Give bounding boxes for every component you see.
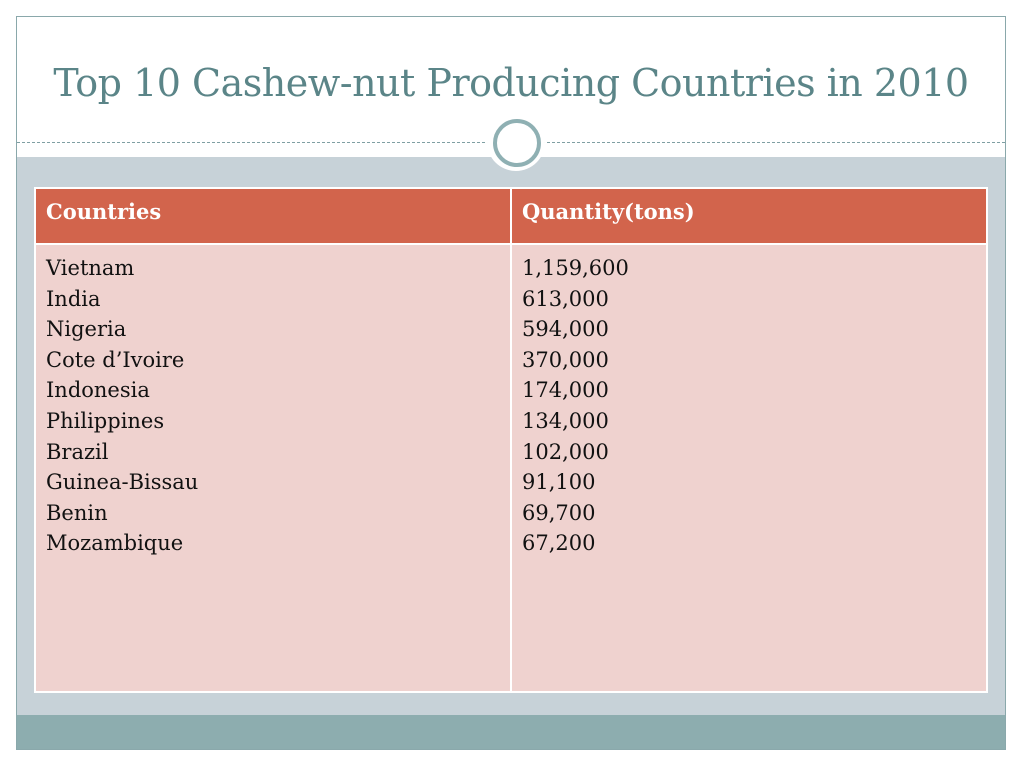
country-name: Vietnam: [46, 256, 135, 280]
quantity-value: 1,159,600: [522, 256, 629, 280]
quantity-value: 174,000: [522, 378, 609, 403]
table-body-row: [35, 244, 987, 692]
country-name: Brazil: [46, 439, 109, 464]
table-header-row: [35, 188, 987, 244]
footer-band: [17, 715, 1005, 749]
quantity-value: 594,000: [522, 317, 609, 342]
country-name: Guinea-Bissau: [46, 470, 199, 495]
quantities-cell: [511, 244, 987, 692]
country-name: Benin: [46, 500, 108, 525]
quantity-value: 370,000: [522, 347, 609, 372]
quantity-value: 69,700: [522, 500, 596, 525]
quantity-value: 91,100: [522, 470, 596, 495]
quantity-value: 134,000: [522, 408, 609, 433]
country-name: India: [46, 286, 101, 311]
country-name: Indonesia: [46, 378, 150, 403]
header-countries: Countries: [35, 188, 511, 244]
country-name: Cote d’Ivoire: [46, 347, 185, 372]
header-quantity: Quantity(tons): [511, 188, 987, 244]
quantity-value: 102,000: [522, 439, 609, 464]
countries-cell: [35, 244, 511, 692]
country-name: Philippines: [46, 408, 165, 433]
quantity-value: 67,200: [522, 531, 596, 556]
quantity-value: 613,000: [522, 286, 609, 311]
slide: [16, 16, 1006, 750]
country-name: Nigeria: [46, 317, 127, 342]
country-name: Mozambique: [46, 531, 184, 556]
cashew-production-table: [34, 187, 988, 693]
slide-title: Top 10 Cashew-nut Producing Countries in 2010: [53, 61, 969, 105]
circle-ornament-icon: [493, 119, 541, 167]
